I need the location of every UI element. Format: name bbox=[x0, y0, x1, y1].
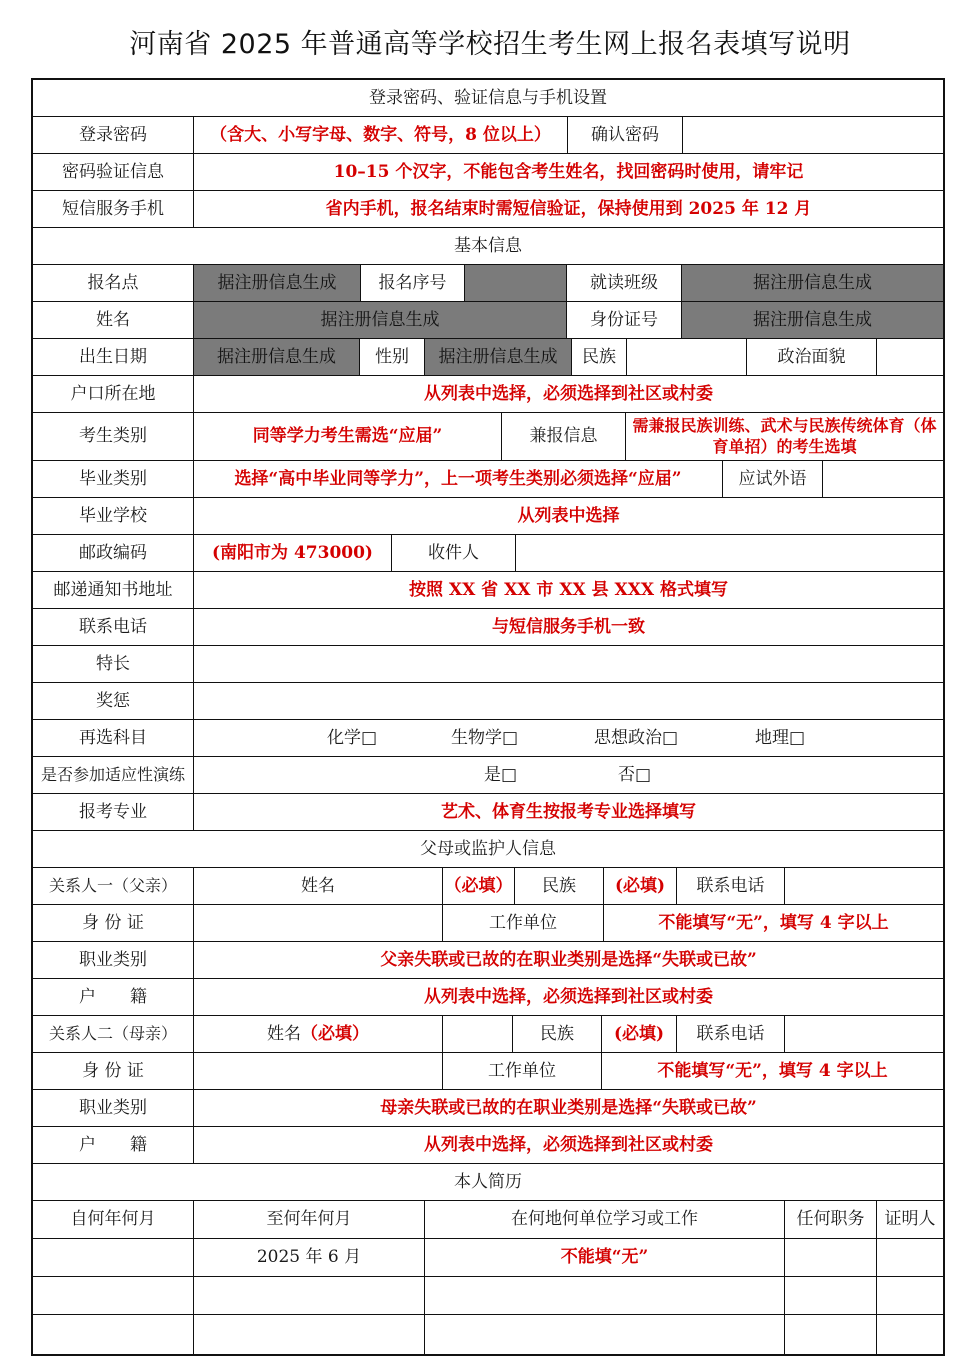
contact-phone-label: 联系电话 bbox=[33, 609, 194, 646]
talent-label: 特长 bbox=[33, 646, 194, 683]
ethnic-field[interactable] bbox=[627, 339, 747, 376]
mother-hukou-field[interactable]: 从列表中选择，必须选择到社区或村委 bbox=[194, 1127, 943, 1164]
drill-label: 是否参加适应性演练 bbox=[33, 757, 194, 794]
verify-info-field[interactable]: 10–15 个汉字，不能包含考生姓名，找回密码时使用，请牢记 bbox=[194, 154, 943, 191]
contact-phone-field[interactable]: 与短信服务手机一致 bbox=[194, 609, 943, 646]
political-label: 政治面貌 bbox=[747, 339, 877, 376]
sms-phone-field[interactable]: 省内手机，报名结束时需短信验证，保持使用到 2025 年 12 月 bbox=[194, 191, 943, 228]
zip-code-label: 邮政编码 bbox=[33, 535, 194, 572]
resume-header-where: 在何地何单位学习或工作 bbox=[425, 1201, 785, 1239]
father-name-label: 姓名 bbox=[194, 868, 443, 905]
password-field[interactable]: （含大、小写字母、数字、符号，8 位以上） bbox=[194, 117, 568, 154]
resume-header-to: 至何年何月 bbox=[194, 1201, 425, 1239]
resume-header-position: 任何职务 bbox=[785, 1201, 877, 1239]
resume-row3-position[interactable] bbox=[785, 1315, 877, 1354]
resume-row3-from[interactable] bbox=[33, 1315, 194, 1354]
page-title: 河南省 2025 年普通高等学校招生考生网上报名表填写说明 bbox=[129, 29, 851, 60]
father-work-label: 工作单位 bbox=[443, 905, 604, 942]
student-name-label: 姓名 bbox=[33, 302, 194, 339]
political-field[interactable] bbox=[877, 339, 943, 376]
reg-point-value: 据注册信息生成 bbox=[194, 265, 361, 302]
hukou-label: 户口所在地 bbox=[33, 376, 194, 413]
father-label: 关系人一（父亲） bbox=[33, 868, 194, 905]
school-field[interactable]: 从列表中选择 bbox=[194, 498, 943, 535]
father-hukou-field[interactable]: 从列表中选择，必须选择到社区或村委 bbox=[194, 979, 943, 1016]
id-number-label: 身份证号 bbox=[567, 302, 682, 339]
resume-header-witness: 证明人 bbox=[877, 1201, 943, 1239]
student-type-field[interactable]: 同等学力考生需选“应届” bbox=[194, 413, 502, 461]
major-field[interactable]: 艺术、体育生按报考专业选择填写 bbox=[194, 794, 943, 831]
elective-subjects-label: 再选科目 bbox=[33, 720, 194, 757]
foreign-language-field[interactable] bbox=[823, 461, 943, 498]
resume-row2-witness[interactable] bbox=[877, 1277, 943, 1315]
resume-row2-position[interactable] bbox=[785, 1277, 877, 1315]
mother-name-required: （必填） bbox=[301, 1023, 369, 1044]
mother-id-label: 身 份 证 bbox=[33, 1053, 194, 1090]
birth-date-value: 据注册信息生成 bbox=[194, 339, 360, 376]
mother-job-label: 职业类别 bbox=[33, 1090, 194, 1127]
confirm-password-label: 确认密码 bbox=[568, 117, 683, 154]
verify-info-label: 密码验证信息 bbox=[33, 154, 194, 191]
foreign-language-label: 应试外语 bbox=[723, 461, 823, 498]
mother-phone-label: 联系电话 bbox=[677, 1016, 785, 1053]
class-label: 就读班级 bbox=[567, 265, 682, 302]
resume-row1-position[interactable] bbox=[785, 1239, 877, 1277]
resume-row3-to[interactable] bbox=[194, 1315, 425, 1354]
mother-id-field[interactable] bbox=[194, 1053, 443, 1090]
mother-name-label bbox=[194, 1016, 443, 1053]
mother-ethnic-field[interactable]: (必填) bbox=[602, 1016, 677, 1053]
father-job-label: 职业类别 bbox=[33, 942, 194, 979]
mail-address-field[interactable]: 按照 XX 省 XX 市 XX 县 XXX 格式填写 bbox=[194, 572, 943, 609]
gender-value: 据注册信息生成 bbox=[425, 339, 572, 376]
reg-no-value bbox=[465, 265, 567, 302]
zip-code-field[interactable]: (南阳市为 473000) bbox=[194, 535, 392, 572]
father-phone-label: 联系电话 bbox=[677, 868, 785, 905]
mail-address-label: 邮递通知书地址 bbox=[33, 572, 194, 609]
registration-form-table bbox=[31, 78, 945, 1356]
drill-yes-checkbox[interactable]: 是□ bbox=[484, 764, 518, 785]
father-work-field[interactable]: 不能填写“无”，填写 4 字以上 bbox=[604, 905, 943, 942]
resume-row2-to[interactable] bbox=[194, 1277, 425, 1315]
birth-date-label: 出生日期 bbox=[33, 339, 194, 376]
resume-row1-witness[interactable] bbox=[877, 1239, 943, 1277]
mother-name-label-text: 姓名 bbox=[267, 1023, 301, 1044]
resume-row1-where[interactable]: 不能填“无” bbox=[425, 1239, 785, 1277]
mother-work-label: 工作单位 bbox=[443, 1053, 602, 1090]
grad-type-label: 毕业类别 bbox=[33, 461, 194, 498]
father-name-field[interactable]: （必填） bbox=[443, 868, 515, 905]
mother-name-field[interactable] bbox=[443, 1016, 513, 1053]
drill-options bbox=[194, 757, 943, 794]
father-id-label: 身 份 证 bbox=[33, 905, 194, 942]
section-header-parents: 父母或监护人信息 bbox=[33, 831, 943, 868]
receiver-field[interactable] bbox=[516, 535, 943, 572]
resume-row1-to[interactable]: 2025 年 6 月 bbox=[194, 1239, 425, 1277]
mother-label: 关系人二（母亲） bbox=[33, 1016, 194, 1053]
section-header-resume: 本人简历 bbox=[33, 1164, 943, 1201]
subject-politics-checkbox[interactable]: 思想政治□ bbox=[594, 727, 679, 748]
elective-subjects-options bbox=[194, 720, 943, 757]
mother-job-field[interactable]: 母亲失联或已故的在职业类别是选择“失联或已故” bbox=[194, 1090, 943, 1127]
school-label: 毕业学校 bbox=[33, 498, 194, 535]
resume-header-from: 自何年何月 bbox=[33, 1201, 194, 1239]
mother-phone-field[interactable] bbox=[785, 1016, 943, 1053]
mother-ethnic-label: 民族 bbox=[513, 1016, 602, 1053]
subject-geography-checkbox[interactable]: 地理□ bbox=[755, 727, 806, 748]
resume-row3-where[interactable] bbox=[425, 1315, 785, 1354]
reward-label: 奖惩 bbox=[33, 683, 194, 720]
mother-work-field[interactable]: 不能填写“无”，填写 4 字以上 bbox=[602, 1053, 943, 1090]
father-ethnic-label: 民族 bbox=[515, 868, 604, 905]
section-header-basic: 基本信息 bbox=[33, 228, 943, 265]
class-value: 据注册信息生成 bbox=[682, 265, 943, 302]
subject-chemistry-checkbox[interactable]: 化学□ bbox=[327, 727, 378, 748]
father-ethnic-field[interactable]: (必填) bbox=[604, 868, 677, 905]
grad-type-field[interactable]: 选择“高中毕业同等学力”，上一项考生类别必须选择“应届” bbox=[194, 461, 723, 498]
father-job-field[interactable]: 父亲失联或已故的在职业类别是选择“失联或已故” bbox=[194, 942, 943, 979]
confirm-password-field[interactable] bbox=[683, 117, 943, 154]
mother-hukou-label: 户 籍 bbox=[33, 1127, 194, 1164]
father-phone-field[interactable] bbox=[785, 868, 943, 905]
reward-field[interactable] bbox=[194, 683, 943, 720]
section-header-login: 登录密码、验证信息与手机设置 bbox=[33, 80, 943, 117]
extra-info-field[interactable]: 需兼报民族训练、武术与民族传统体育（体育单招）的考生选填 bbox=[626, 413, 943, 461]
gender-label: 性别 bbox=[360, 339, 425, 376]
reg-point-label: 报名点 bbox=[33, 265, 194, 302]
ethnic-label: 民族 bbox=[572, 339, 627, 376]
reg-no-label: 报名序号 bbox=[361, 265, 465, 302]
hukou-field[interactable]: 从列表中选择，必须选择到社区或村委 bbox=[194, 376, 943, 413]
drill-no-checkbox[interactable]: 否□ bbox=[618, 764, 652, 785]
extra-info-label: 兼报信息 bbox=[502, 413, 626, 461]
talent-field[interactable] bbox=[194, 646, 943, 683]
student-name-value: 据注册信息生成 bbox=[194, 302, 567, 339]
student-type-label: 考生类别 bbox=[33, 413, 194, 461]
resume-row1-from[interactable] bbox=[33, 1239, 194, 1277]
father-id-field[interactable] bbox=[194, 905, 443, 942]
receiver-label: 收件人 bbox=[392, 535, 516, 572]
resume-row3-witness[interactable] bbox=[877, 1315, 943, 1354]
resume-row2-where[interactable] bbox=[425, 1277, 785, 1315]
resume-row2-from[interactable] bbox=[33, 1277, 194, 1315]
id-number-value: 据注册信息生成 bbox=[682, 302, 943, 339]
sms-phone-label: 短信服务手机 bbox=[33, 191, 194, 228]
major-label: 报考专业 bbox=[33, 794, 194, 831]
father-hukou-label: 户 籍 bbox=[33, 979, 194, 1016]
subject-biology-checkbox[interactable]: 生物学□ bbox=[451, 727, 519, 748]
password-label: 登录密码 bbox=[33, 117, 194, 154]
